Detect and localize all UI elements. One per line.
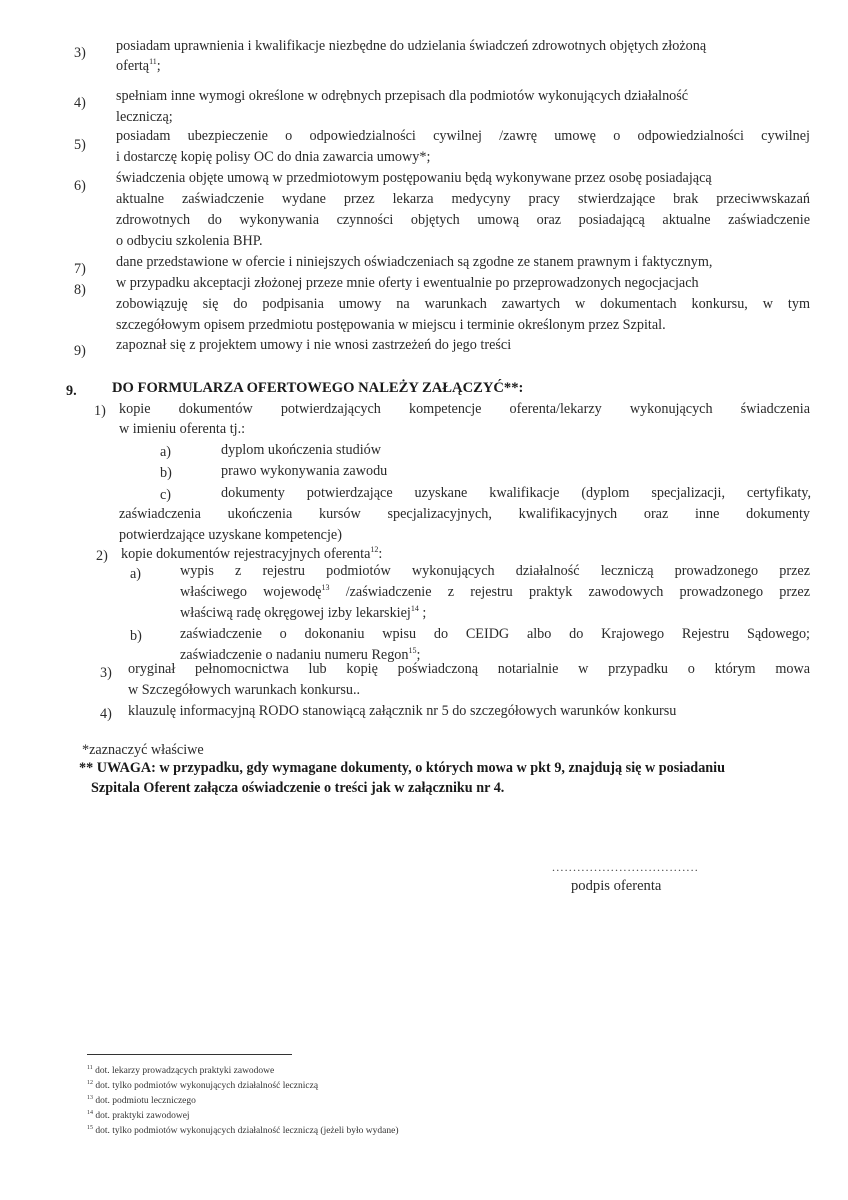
declaration-5-line-2: i dostarczę kopię polisy OC do dnia zawarcia umowy*; [116,149,431,165]
declaration-7-line-1: dane przedstawione w ofercie i niniejszych oświadczeniach są zgodne ze stanem prawnym i faktycznym, [116,254,713,270]
footnote-divider [87,1054,292,1055]
warning-note-line-2: Szpitala Oferent załącza oświadczenie o treści jak w załączniku nr 4. [91,780,505,796]
footnote-ref: 15 [408,646,417,655]
item-number: 3) [74,45,86,61]
attachment-3-line-2: w Szczegółowych warunkach konkursu.. [128,682,361,698]
signature-line: ................................... [552,860,699,874]
footnote-11: $^{11}$ dot. lekarzy prowadzących praktyki zawodowe [87,1065,275,1076]
section-number: 9. [66,383,77,399]
attachment-1c-line-3: potwierdzające uzyskane kompetencje) [119,527,342,543]
footnote-ref: 13 [321,583,330,592]
sub-number: a) [160,444,172,460]
declaration-4-line-1: spełniam inne wymogi określone w odrębnych przepisach dla podmiotów wykonujących działalność [116,88,689,104]
item-number: 4) [74,95,86,111]
attachment-2b-line-2: zaświadczenie o nadaniu numeru Regon$^{15}$; [180,646,421,663]
item-number: 8) [74,282,86,298]
signature-label: podpis oferenta [571,878,662,894]
attachment-2a-line-2: właściwego wojewodę$^{13}$ /zaświadczenie z rejestru praktyk zawodowych prowadzonego przez [180,583,810,600]
footnote-15: $^{15}$ dot. tylko podmiotów wykonujących działalność leczniczą (jeżeli było wydane) [87,1125,399,1136]
attachment-number: 2) [96,548,108,564]
attachment-3-line-1: oryginał pełnomocnictwa lub kopię poświadczoną notarialnie w przypadku o którym mowa [128,661,810,677]
declaration-6-line-4: o odbyciu szkolenia BHP. [116,233,263,249]
attachment-2a-line-3: właściwą radę okręgowej izby lekarskiej$^{14}$ ; [180,604,427,621]
attachment-1b-text: prawo wykonywania zawodu [221,463,388,479]
section-title: DO FORMULARZA OFERTOWEGO NALEŻY ZAŁĄCZYĆ**: [112,380,524,396]
declaration-6-line-1: świadczenia objęte umową w przedmiotowym postępowaniu będą wykonywane przez osobę posiadającą [116,170,712,186]
sub-number: c) [160,487,172,503]
footnote-ref: 11 [149,57,157,66]
attachment-number: 1) [94,403,106,419]
attachment-1c-line-1: dokumenty potwierdzające uzyskane kwalifikacje (dyplom specjalizacji, certyfikaty, [221,485,811,501]
footnote-12: $^{12}$ dot. tylko podmiotów wykonujących działalność leczniczą [87,1080,319,1091]
item-number: 9) [74,343,86,359]
item-number: 7) [74,261,86,277]
declaration-4-line-2: leczniczą; [116,109,173,125]
attachment-4-line-1: klauzulę informacyjną RODO stanowiącą załącznik nr 5 do szczegółowych warunków konkursu [128,703,677,719]
warning-note-line-1: ** UWAGA: w przypadku, gdy wymagane dokumenty, o których mowa w pkt 9, znajdują się w posiadaniu [79,760,726,776]
attachment-2-text: kopie dokumentów rejestracyjnych oferenta$^{12}$: [121,545,383,562]
sub-number: a) [130,566,142,582]
declaration-6-line-2: aktualne zaświadczenie wydane przez lekarza medycyny pracy stwierdzające brak przeciwwskazań [116,191,810,207]
attachment-1-line-1: kopie dokumentów potwierdzających kompetencje oferenta/lekarzy wykonujących świadczenia [119,401,810,417]
attachment-number: 3) [100,665,112,681]
declaration-3-line-2: ofertą$^{11}$; [116,57,161,74]
footnote-13: $^{13}$ dot. podmiotu leczniczego [87,1095,196,1106]
declaration-9-line-1: zapoznał się z projektem umowy i nie wnosi zastrzeżeń do jego treści [116,337,512,353]
sub-number: b) [160,465,172,481]
attachment-1c-line-2: zaświadczenia ukończenia kursów specjalizacyjnych, kwalifikacyjnych oraz inne dokumenty [119,506,810,522]
attachment-number: 4) [100,706,112,722]
declaration-8-line-1: w przypadku akceptacji złożonej przeze mnie oferty i ewentualnie po przeprowadzonych negocjacjach [116,275,699,291]
attachment-2a-line-1: wypis z rejestru podmiotów wykonujących działalność leczniczą prowadzonego przez [180,563,810,579]
declaration-8-line-3: szczegółowym opisem przedmiotu postępowania w miejscu i terminie określonym przez Szpital. [116,317,666,333]
item-number: 5) [74,137,86,153]
declaration-6-line-3: zdrowotnych do wykonywania czynności objętych umową oraz posiadającą aktualne zaświadczenie [116,212,810,228]
item-number: 6) [74,178,86,194]
sub-number: b) [130,628,142,644]
declaration-8-line-2: zobowiązuję się do podpisania umowy na warunkach zawartych w dokumentach konkursu, w tym [116,296,810,312]
footnote-ref: 14 [410,604,419,613]
declaration-3-line-1: posiadam uprawnienia i kwalifikacje niezbędne do udzielania świadczeń zdrowotnych objętych złożoną [116,38,707,54]
asterisk-note: *zaznaczyć właściwe [82,742,204,758]
declaration-5-line-1: posiadam ubezpieczenie o odpowiedzialności cywilnej /zawrę umowę o odpowiedzialności cywilnej [116,128,810,144]
footnote-ref: 12 [370,545,379,554]
attachment-1a-text: dyplom ukończenia studiów [221,442,381,458]
footnote-14: $^{14}$ dot. praktyki zawodowej [87,1110,190,1121]
attachment-2b-line-1: zaświadczenie o dokonaniu wpisu do CEIDG albo do Krajowego Rejestru Sądowego; [180,626,810,642]
attachment-1-line-2: w imieniu oferenta tj.: [119,421,246,437]
